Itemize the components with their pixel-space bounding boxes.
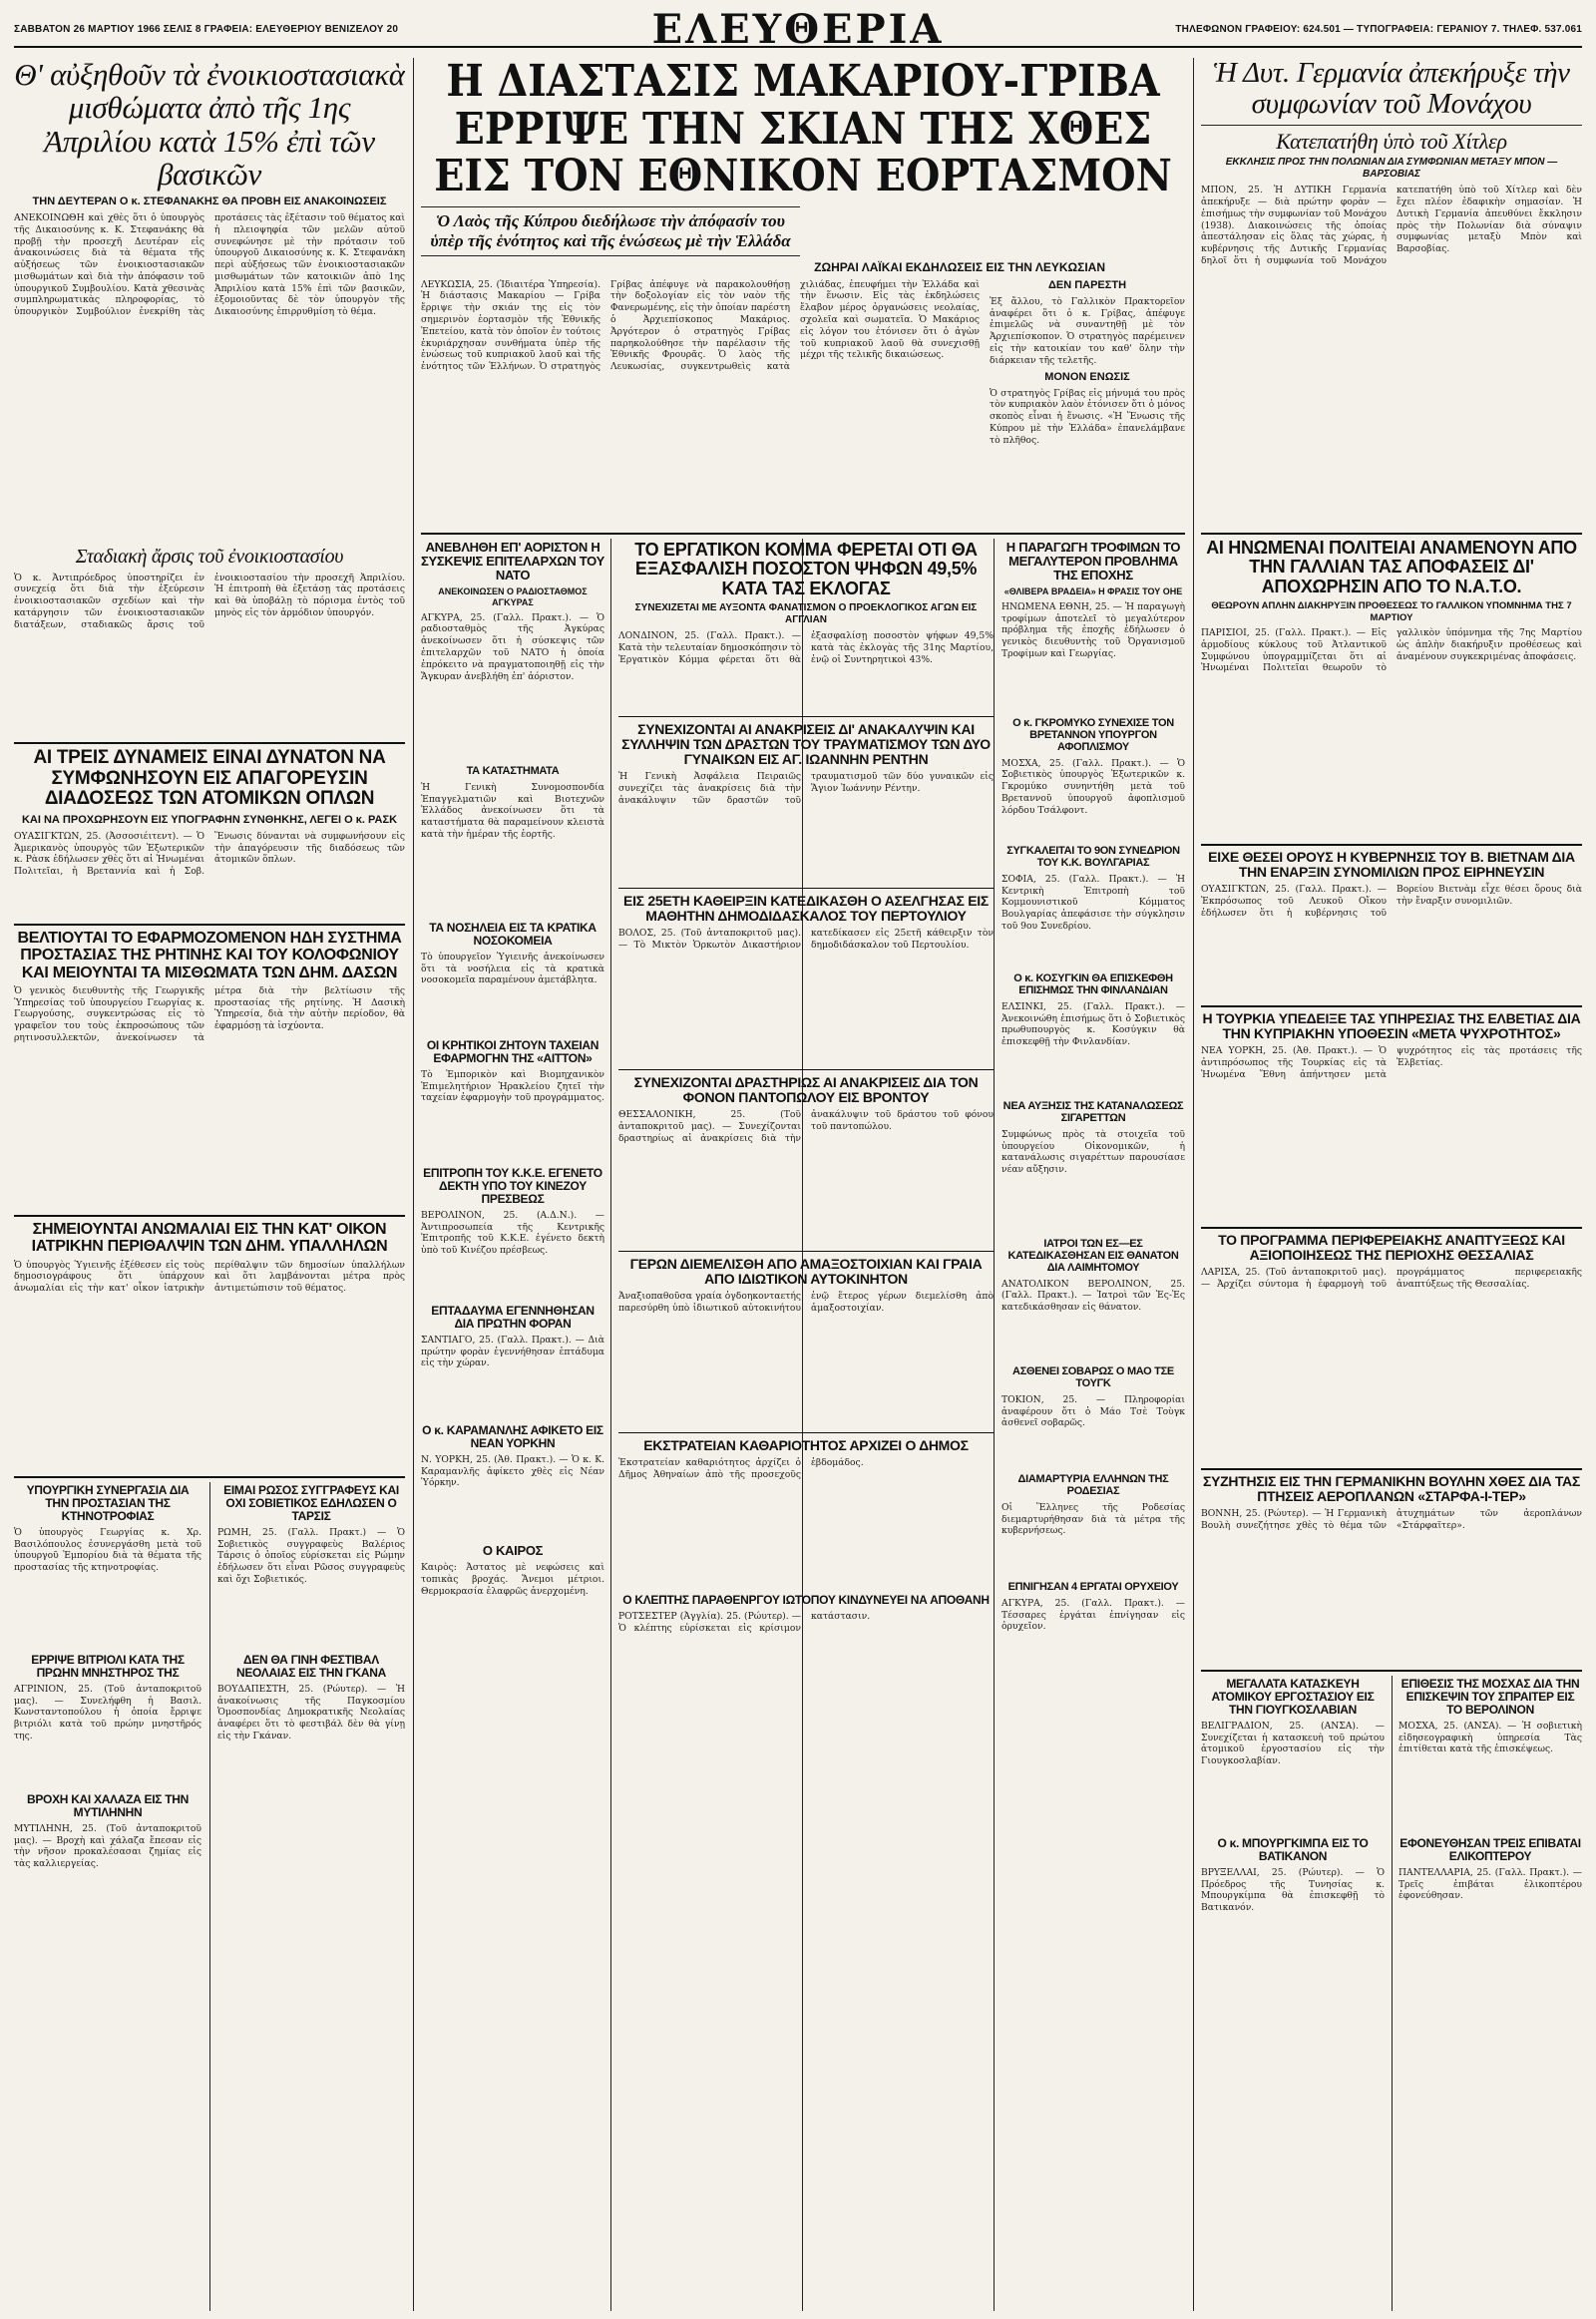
divider: [618, 716, 994, 717]
article-food-production: [1001, 541, 1185, 710]
headline: Η ΤΟΥΡΚΙΑ ΥΠΕΔΕΙΞΕ ΤΑΣ ΥΠΗΡΕΣΙΑΣ ΤΗΣ ΕΛΒΕΤΙΑΣ ΔΙΑ ΤΗΝ ΚΥΠΡΙΑΚΗΝ ΥΠΟΘΕΣΙΝ «ΜΕΤΑ ΨΥΧΡΟΤΗΤΟΣ»: [1202, 1011, 1581, 1042]
column-rule: [994, 539, 995, 2311]
divider: [1201, 1227, 1582, 1229]
divider: [1201, 533, 1582, 535]
article-rhodesia: [1001, 1474, 1185, 1574]
masthead-contact: ΤΗΛΕΦΩΝΟΝ ΓΡΑΦΕΙΟΥ: 624.501 — ΤΥΠΟΓΡΑΦΕΙΑ: ΓΕΡΑΝΙΟΥ 7. ΤΗΛΕΦ. 537.061: [1175, 24, 1582, 35]
article-body: ΕΛΣΙΝΚΙ, 25. (Γαλλ. Πρακτ.). — Ἀνεκοινώθη ἐπισήμως ὅτι ὁ Σοβιετικὸς πρωθυπουργὸς κ. Κοσύγκιν θὰ ἐπισκεφθῇ τὴν Φινλανδίαν.: [1001, 1000, 1185, 1048]
article-livestock: [14, 1484, 201, 1644]
deck: Ὁ Λαὸς τῆς Κύπρου διεδήλωσε τὴν ἀπόφασίν του ὑπὲρ τῆς ἑνότητος καὶ τῆς ἑνώσεως μὲ τὴν Ἑλλάδα: [421, 206, 800, 257]
masthead-title: ΕΛΕΥΘΕΡΙΑ: [651, 6, 945, 53]
headline: ΕΠΙΤΡΟΠΗ ΤΟΥ Κ.Κ.Ε. ΕΓΕΝΕΤΟ ΔΕΚΤΗ ΥΠΟ ΤΟΥ ΚΙΝΕΖΟΥ ΠΡΕΣΒΕΩΣ: [423, 1167, 602, 1206]
article-body: Ἐξ ἄλλου, τὸ Γαλλικὸν Πρακτορεῖον ἀναφέρει ὅτι ὁ κ. Γρίβας, ἀπέφυγε ἐπιμελῶς νὰ συναντηθῇ μὲ τὸν Ἀρχιεπίσκοπον. Ὁ στρατηγὸς παρέμεινεν εἰς τὴν κατοικίαν του καθ' ὅλην τὴν διάρκειαν τῆς τελετῆς.: [990, 295, 1185, 366]
divider: [14, 1215, 405, 1217]
headline: ΣΥΝΕΧΙΖΟΝΤΑΙ ΑΙ ΑΝΑΚΡΙΣΕΙΣ ΔΙ' ΑΝΑΚΑΛΥΨΙΝ ΚΑΙ ΣΥΛΛΗΨΙΝ ΤΩΝ ΔΡΑΣΤΩΝ ΤΟΥ ΤΡΑΥΜΑΤΙΣΜΟΥ ΤΩΝ ΔΥΟ ΓΥΝΑΙΚΩΝ ΕΙΣ ΑΓ. ΙΩΑΝΝΗΝ ΡΕΝΤΗΝ: [621, 722, 991, 768]
column-rule: [413, 58, 414, 2311]
headline: ΣΥΝΕΧΙΖΟΝΤΑΙ ΔΡΑΣΤΗΡΙΩΣ ΑΙ ΑΝΑΚΡΙΣΕΙΣ ΔΙΑ ΤΟΝ ΦΟΝΟΝ ΠΑΝΤΟΠΩΛΟΥ ΕΙΣ ΒΡΟΝΤΟΥ: [633, 1075, 979, 1106]
divider: [14, 1476, 405, 1478]
headline: ΟΙ ΚΡΗΤΙΚΟΙ ΖΗΤΟΥΝ ΤΑΧΕΙΑΝ ΕΦΑΡΜΟΓΗΝ ΤΗΣ «ΑΙΤΤΟΝ»: [426, 1039, 599, 1065]
article-kosygin: [1001, 973, 1185, 1093]
article-body: ΟΥΑΣΙΓΚΤΩΝ, 25. (Ἀσσοσιέιτεντ). — Ὁ Ἀμερικανὸς ὑπουργὸς τῶν Ἐξωτερικῶν κ. Ρὰσκ ἐδήλωσεν χθὲς ὅτι αἱ Ἡνωμέναι Πολιτεῖαι, ἡ Βρεταννία καὶ ἡ Σοβ. Ἕνωσις δύνανται νὰ συμφωνήσουν εἰς τὴν ἀπαγόρευσιν τῆς διαδόσεως τῶν ἀτομικῶν ὅπλων.: [14, 830, 405, 878]
article-mao: [1001, 1366, 1185, 1466]
article-body: Ἀναξιοπαθοῦσα γραία ὀγδοηκονταετής παρεσύρθη ὑπὸ ἰδιωτικοῦ αὐτοκινήτου ἐνῷ ἕτερος γέρων διεμελίσθη ἀπὸ ἁμαξοστοιχίαν.: [618, 1291, 994, 1314]
article-body: Ὁ ὑπουργὸς Γεωργίας κ. Χρ. Βασιλόπουλος ἐσυνεργάσθη μετὰ τοῦ ὑπουργοῦ Ἐμπορίου διὰ τὰ θέματα τῆς προστασίας τῆς κτηνοτροφίας.: [14, 1526, 201, 1574]
article-gromyko: [1001, 718, 1185, 838]
article-body: Τὸ Ἐμπορικὸν καὶ Βιομηχανικὸν Ἐπιμελητήριον Ἡρακλείου ζητεῖ τὴν ταχείαν ἐφαρμογὴν τοῦ προγράμματος.: [421, 1068, 604, 1104]
headline: ΕΠΤΑΔΑΥΜΑ ΕΓΕΝΝΗΘΗΣΑΝ ΔΙΑ ΠΡΩΤΗΝ ΦΟΡΑΝ: [431, 1305, 595, 1331]
article-body: ΘΕΣΣΑΛΟΝΙΚΗ, 25. (Τοῦ ἀνταποκριτοῦ μας). — Συνεχίζονται δραστηρίως αἱ ἀνακρίσεις διὰ τὴν ἀνακάλυψιν τοῦ δράστου τοῦ φόνου τοῦ παντοπώλου.: [618, 1109, 994, 1144]
headline: ΕΙΣ 25ΕΤΗ ΚΑΘΕΙΡΞΙΝ ΚΑΤΕΔΙΚΑΣΘΗ Ο ΑΣΕΛΓΗΣΑΣ ΕΙΣ ΜΑΘΗΤΗΝ ΔΗΜΟΔΙΔΑΣΚΑΛΟΣ ΤΟΥ ΠΕΡΤΟΥΛΙΟΥ: [623, 894, 989, 925]
article-body: ΒΟΝΝΗ, 25. (Ρώυτερ). — Ἡ Γερμανικὴ Βουλὴ συνεζήτησε χθὲς τὸ θέμα τῶν ἀτυχημάτων τῶν ἀεροπλάνων «Στάρφαϊτερ».: [1201, 1508, 1582, 1531]
divider: [618, 1251, 994, 1252]
headline: ΕΙΜΑΙ ΡΩΣΟΣ ΣΥΓΓΡΑΦΕΥΣ ΚΑΙ ΟΧΙ ΣΟΒΙΕΤΙΚΟΣ ΕΔΗΛΩΣΕΝ Ο ΤΑΡΣΙΣ: [223, 1484, 399, 1523]
headline: Ο κ. ΚΟΣΥΓΚΙΝ ΘΑ ΕΠΙΣΚΕΦΘΗ ΕΠΙΣΗΜΩΣ ΤΗΝ ΦΙΝΛΑΝΔΙΑΝ: [1013, 973, 1173, 996]
article-body: ΝΕΑ ΥΟΡΚΗ, 25. (Ἀθ. Πρακτ.). — Ὁ ἀντιπρόσωπος τῆς Τουρκίας εἰς τὰ Ἡνωμένα Ἔθνη ἀπήντησεν μετὰ ψυχρότητος εἰς τὰς προτάσεις τῆς Ἑλβετίας.: [1201, 1045, 1582, 1080]
article-cigarettes: [1001, 1101, 1185, 1231]
columns: [14, 58, 1582, 2311]
headline: ΕΦΟΝΕΥΘΗΣΑΝ ΤΡΕΙΣ ΕΠΙΒΑΤΑΙ ΕΛΙΚΟΠΤΕΡΟΥ: [1399, 1837, 1581, 1863]
article-moscow-attack: [1398, 1678, 1582, 1827]
article-shops: [421, 766, 604, 916]
article-body: ΜΟΣΧΑ, 25. (Γαλλ. Πρακτ.). — Ὁ Σοβιετικὸς ὑπουργὸς Ἐξωτερικῶν κ. Γκρομύκο συνηντήθη μετὰ τοῦ Βρεταννοῦ ὑπουργοῦ ἀφοπλισμοῦ λόρδου Τσάλφοντ.: [1001, 757, 1185, 816]
article-vitriol: [14, 1654, 201, 1783]
subheadline: ΕΚΚΛΗΣΙΣ ΠΡΟΣ ΤΗΝ ΠΟΛΩΝΙΑΝ ΔΙΑ ΣΥΜΦΩΝΙΑΝ ΜΕΤΑΞΥ ΜΠΟΝ — ΒΑΡΣΟΒΙΑΣ: [1225, 157, 1558, 181]
article-body: Ὁ κ. Ἀντιπρόεδρος ὑποστηρίζει ἐν συνεχείᾳ ὅτι διὰ τὴν ἐξεύρεσιν ἐνοικιοστασιακῶν σχεδίων καὶ τὴν κατάργησιν τῶν ἐνοικιοστασιακῶν διατάξεων, σταδιακῶς ἄρσις τοῦ ἐνοικιοστασίου τὴν προσεχῆ Ἀπριλίου. Ἡ ἐπιτροπὴ θὰ ἐξετάσῃ τὰς προτάσεις καὶ θὰ ὑποβάλῃ τὸ πόρισμα ἐντὸς τοῦ μηνὸς εἰς τὸν ἁρμόδιον ὑπουργόν.: [14, 572, 405, 630]
divider: [1201, 1005, 1582, 1007]
headline: Θ' αὐξηθοῦν τὰ ἐνοικιοστασιακὰ μισθώματα ἀπὸ τῆς 1ης Ἀπριλίου κατὰ 15% ἐπὶ τῶν βασικῶν: [14, 58, 405, 193]
article-body: ΒΟΛΟΣ, 25. (Τοῦ ἀνταποκριτοῦ μας). — Τὸ Μικτὸν Ὁρκωτὸν Δικαστήριον κατεδίκασεν εἰς 25ετῆ κάθειρξιν τὸν δημοδιδάσκαλον τοῦ Περτουλίου.: [618, 928, 994, 951]
divider: [1201, 1468, 1582, 1470]
article-rent-increase: [14, 58, 405, 477]
article-body: ΜΟΣΧΑ, 25. (ΑΝΣΑ). — Ἡ σοβιετικὴ εἰδησεογραφικὴ ὑπηρεσία Τὰς ἐπιτίθεται κατὰ τῆς ἐπισκέψεως.: [1398, 1720, 1582, 1755]
subheadline: ΖΩΗΡΑΙ ΛΑΪΚΑΙ ΕΚΔΗΛΩΣΕΙΣ ΕΙΣ ΤΗΝ ΛΕΥΚΩΣΙΑΝ: [814, 260, 1105, 275]
article-body: ΑΝΕΚΟΙΝΩΘΗ καὶ χθὲς ὅτι ὁ ὑπουργὸς τῆς Δικαιοσύνης κ. Κ. Στεφανάκης θὰ προβῇ τὴν προσεχῆ Δευτέραν εἰς ἀνακοινώσεις διὰ τὰ θέματα τῆς αὐξήσεως τῶν ἐνοικιοστασιακῶν μισθωμάτων καὶ διὰ τὴν ἀπόφασιν τοῦ ὑπουργικοῦ Συμβουλίου. Κατὰ χθεσινὰς συμπληρωματικὰς πληροφορίας, τὸ ὑπουργικὸν Συμβούλιον ἐνεκρίθη τὰς προτάσεις τὰς ἐξέτασιν τοῦ θέματος καὶ ἡ πλειοψηφία τῶν μελῶν αὐτοῦ συνεφώνησε μὲ τὴν πρότασιν τοῦ ὑπουργοῦ Δικαιοσύνης κ. Κ. Στεφανάκη περὶ αὐξήσεως τῶν ἐνοικιοστασιακῶν μισθωμάτων τῶν κατοικιῶν ἀπὸ 1ης Ἀπριλίου κατὰ 15% ἐπὶ τῶν βασικῶν, ἐξομοιοῦντας δὲ τὸν ὑπουργὸν τῆς Δικαιοσύνης ἐπιρρυθμίση τὸ θέμα.: [14, 212, 405, 318]
subheadline: ΚΑΙ ΝΑ ΠΡΟΧΩΡΗΣΟΥΝ ΕΙΣ ΥΠΟΓΡΑΦΗΝ ΣΥΝΘΗΚΗΣ, ΛΕΓΕΙ Ο κ. ΡΑΣΚ: [21, 813, 398, 826]
headline: ΕΚΣΤΡΑΤΕΙΑΝ ΚΑΘΑΡΙΟΤΗΤΟΣ ΑΡΧΙΖΕΙ Ο ΔΗΜΟΣ: [643, 1438, 969, 1453]
center-column: [421, 58, 1185, 2311]
article-body: Ὁ ὑπουργὸς Ὑγιεινῆς ἐξέθεσεν εἰς τοὺς δημοσιογράφους ὅτι ὑπάρχουν ἀνωμαλίαι εἰς τὴν κατ' οἶκον ἰατρικὴν περίθαλψιν τῶν δημοσίων ὑπαλλήλων καὶ ὅτι λαμβάνονται μέτρα πρὸς ἀντιμετώπισιν τοῦ θέματος.: [14, 1259, 405, 1295]
headline: Η ΠΑΡΑΓΩΓΗ ΤΡΟΦΙΜΩΝ ΤΟ ΜΕΓΑΛΥΤΕΡΟΝ ΠΡΟΒΛΗΜΑ ΤΗΣ ΕΠΟΧΗΣ: [1005, 541, 1181, 583]
headline: Ο κ. ΓΚΡΟΜΥΚΟ ΣΥΝΕΧΙΣΕ ΤΟΝ ΒΡΕΤΑΝΝΟΝ ΥΠΟΥΡΓΟΝ ΑΦΟΠΛΙΣΜΟΥ: [1012, 718, 1174, 753]
headline: Ο κ. ΚΑΡΑΜΑΝΛΗΣ ΑΦΙΚΕΤΟ ΕΙΣ ΝΕΑΝ ΥΟΡΚΗΝ: [422, 1424, 603, 1450]
article-yugoslav-atomic: [1201, 1678, 1385, 1827]
headline: ΑΙ ΤΡΕΙΣ ΔΥΝΑΜΕΙΣ ΕΙΝΑΙ ΔΥΝΑΤΟΝ ΝΑ ΣΥΜΦΩΝΗΣΟΥΝ ΕΙΣ ΑΠΑΓΟΡΕΥΣΙΝ ΔΙΑΔΟΣΕΩΣ ΤΩΝ ΑΤΟΜΙΚΩΝ ΟΠΛΩΝ: [33, 748, 386, 810]
subheadline: ΤΗΝ ΔΕΥΤΕΡΑΝ Ο κ. ΣΤΕΦΑΝΑΚΗΣ ΘΑ ΠΡΟΒΗ ΕΙΣ ΑΝΑΚΟΙΝΩΣΕΙΣ: [32, 194, 387, 207]
headline: ΝΕΑ ΑΥΞΗΣΙΣ ΤΗΣ ΚΑΤΑΝΑΛΩΣΕΩΣ ΣΙΓΑΡΕΤΤΩΝ: [1002, 1101, 1184, 1124]
article-us-france-nato: [1201, 539, 1582, 838]
article-old-man-train: [618, 1257, 994, 1426]
masthead: [14, 6, 1582, 53]
subheadline: ΘΕΩΡΟΥΝ ΑΠΛΗΝ ΔΙΑΚΗΡΥΞΙΝ ΠΡΟΘΕΣΕΩΣ ΤΟ ΓΑΛΛΙΚΟΝ ΥΠΟΜΝΗΜΑ ΤΗΣ 7 ΜΑΡΤΙΟΥ: [1211, 600, 1572, 623]
headline: ΑΣΘΕΝΕΙ ΣΟΒΑΡΩΣ Ο ΜΑΟ ΤΣΕ ΤΟΥΓΚ: [1012, 1366, 1174, 1389]
headline: ΙΑΤΡΟΙ ΤΩΝ ΕΣ—ΕΣ ΚΑΤΕΔΙΚΑΣΘΗΣΑΝ ΕΙΣ ΘΑΝΑΤΟΝ ΔΙΑ ΛΑΙΜΗΤΟΜΟΥ: [1007, 1239, 1179, 1274]
headline: ΕΠΝΙΓΗΣΑΝ 4 ΕΡΓΑΤΑΙ ΟΡΥΧΕΙΟΥ: [1007, 1582, 1179, 1593]
article-body: Ἡ Γενικὴ Ἀσφάλεια Πειραιῶς συνεχίζει τὰς ἀνακρίσεις διὰ τὴν ἀνακάλυψιν τῶν δραστῶν τοῦ τραυματισμοῦ τῶν δύο γυναικῶν εἰς Ἅγιον Ἰωάννην Ρέντην.: [618, 771, 994, 806]
divider: [618, 1069, 994, 1070]
headline: Ο ΚΛΕΠΤΗΣ ΠΑΡΑΘΕΝΡΓΟΥ ΙΩΤΟΠΟΥ ΚΙΝΔΥΝΕΥΕΙ ΝΑ ΑΠΟΘΑΝΗ: [622, 1594, 990, 1607]
article-body: ΑΓΚΥΡΑ, 25. (Γαλλ. Πρακτ.). — Τέσσαρες ἐργάται ἐπνίγησαν εἰς ὀρυχεῖον.: [1001, 1597, 1185, 1633]
article-body: ΡΟΤΣΕΣΤΕΡ (Ἀγγλία). 25. (Ρώυτερ). — Ὁ κλέπτης εὑρίσκεται εἰς κρίσιμον κατάστασιν.: [618, 1610, 871, 1634]
masthead-dateline: ΣΑΒΒΑΤΟΝ 26 ΜΑΡΤΙΟΥ 1966 ΣΕΛΙΣ 8 ΓΡΑΦΕΙΑ: ΕΛΕΥΘΕΡΙΟΥ ΒΕΝΙΖΕΛΟΥ 20: [14, 24, 399, 35]
article-labour-party: [618, 541, 994, 710]
article-body: ΤΟΚΙΟΝ, 25. — Πληροφορίαι ἀναφέρουν ὅτι ὁ Μάο Τσὲ Τοὺγκ ἀσθενεῖ σοβαρῶς.: [1001, 1393, 1185, 1429]
headline-line-1: Η ΔΙΑΣΤΑΣΙΣ ΜΑΚΑΡΙΟΥ-ΓΡΙΒΑ: [446, 58, 1160, 107]
subheadline: Κατεπατήθη ὑπὸ τοῦ Χίτλερ: [1276, 128, 1507, 154]
article-thessaly: [1201, 1233, 1582, 1462]
article-body: ΣΑΝΤΙΑΓΟ, 25. (Γαλλ. Πρακτ.). — Διὰ πρώτην φορὰν ἐγεννήθησαν ἑπτάδυμα εἰς τὴν χώραν.: [421, 1334, 604, 1369]
article-bourguiba: [1201, 1837, 1385, 1987]
article-body: ΛΑΡΙΣΑ, 25. (Τοῦ ἀνταποκριτοῦ μας). — Ἀρχίζει σύντομα ἡ ἐφαρμογὴ τοῦ προγράμματος περιφερειακῆς ἀναπτύξεως τῆς Θεσσαλίας.: [1201, 1267, 1582, 1290]
article-bulgaria-congress: [1001, 846, 1185, 966]
headline-line-3: ΕΙΣ ΤΟΝ ΕΘΝΙΚΟΝ ΕΟΡΤΑΣΜΟΝ: [434, 151, 1172, 202]
article-body: Ν. ΥΟΡΚΗ, 25. (Ἀθ. Πρακτ.). — Ὁ κ. Κ. Καραμανλῆς ἀφίκετο χθὲς εἰς Νέαν Ὑόρκην.: [421, 1453, 604, 1489]
article-starfighter: [1201, 1474, 1582, 1664]
headline: ΥΠΟΥΡΓΙΚΗ ΣΥΝΕΡΓΑΣΙΑ ΔΙΑ ΤΗΝ ΠΡΟΣΤΑΣΙΑΝ ΤΗΣ ΚΤΗΝΟΤΡΟΦΙΑΣ: [26, 1484, 190, 1523]
column-rule: [610, 539, 611, 2311]
article-pertouli-teacher: [618, 894, 994, 1063]
article-body: ΗΝΩΜΕΝΑ ΕΘΝΗ, 25. — Ἡ παραγωγὴ τροφίμων ἀποτελεῖ τὸ μεγαλύτερον πρόβλημα τῆς ἐποχῆς ἐδήλωσεν ὁ γενικὸς διευθυντὴς τοῦ Ὀργανισμοῦ Τροφίμων καὶ Γεωργίας.: [1001, 600, 1185, 659]
headline: Ο ΚΑΙΡΟΣ: [482, 1544, 544, 1558]
article-helicopter: [1398, 1837, 1582, 1987]
article-atomic-weapons: [14, 748, 405, 918]
divider: [1201, 1670, 1582, 1672]
article-body: ΒΕΛΙΓΡΑΔΙΟΝ, 25. (ΑΝΣΑ). — Συνεχίζεται ἡ κατασκευὴ τοῦ πρώτου ἀτομικοῦ ἐργοστασίου εἰς τὴν Γιουγκοσλαβίαν.: [1201, 1720, 1385, 1767]
headline: ΤΑ ΚΑΤΑΣΤΗΜΑΤΑ: [466, 766, 560, 777]
article-body: ΒΡΥΞΕΛΛΑΙ, 25. (Ρώυτερ). — Ὁ Πρόεδρος τῆς Τυνησίας κ. Μπουργκίμπα θὰ ἐπισκεφθῇ τὸ Βατικανόν.: [1201, 1866, 1385, 1914]
article-hail: [14, 1793, 201, 1923]
article-body: Τὸ ὑπουργεῖον Ὑγιεινῆς ἀνεκοίνωσεν ὅτι τὰ νοσήλεια εἰς τὰ κρατικὰ νοσοκομεῖα παραμένουν ἀμετάβλητα.: [421, 951, 604, 986]
article-body: Ὁ γενικὸς διευθυντὴς τῆς Γεωργικῆς Ὑπηρεσίας τοῦ ὑπουργείου Γεωργίας κ. Γεωργούσης, συγκεντρώσας εἰς τὸ γραφεῖον του τοὺς ἐκπροσώπους τῶν ρητινοσυλλεκτῶν, ἀνεκοίνωσεν τὰ μέτρα διὰ τὴν βελτίωσιν τῆς προστασίας τῆς ρητίνης. Ἡ Δασικὴ Ὑπηρεσία, διὰ τὴν αὐτὴν περίοδον, θὰ ἐφαρμόσῃ τὰ ἰσχύοντα.: [14, 984, 405, 1043]
article-body: Οἱ Ἕλληνες τῆς Ροδεσίας διεμαρτυρήθησαν διὰ τὰ μέτρα τῆς κυβερνήσεως.: [1001, 1501, 1185, 1537]
article-body: ΒΕΡΟΛΙΝΟΝ, 25. (Α.Δ.Ν.). — Ἀντιπροσωπεία τῆς Κεντρικῆς Ἐπιτροπῆς τοῦ Κ.Κ.Ε. ἐγένετο δεκτὴ ὑπὸ τοῦ Κινέζου πρέσβεως.: [421, 1209, 604, 1257]
article-body: Ἐκστρατείαν καθαριότητος ἀρχίζει ὁ Δῆμος Ἀθηναίων ἀπὸ τῆς προσεχοῦς ἑβδομάδος.: [618, 1457, 864, 1480]
headline: ΕΠΙΘΕΣΙΣ ΤΗΣ ΜΟΣΧΑΣ ΔΙΑ ΤΗΝ ΕΠΙΣΚΕΨΙΝ ΤΟΥ ΣΠΡΑΙΤΕΡ ΕΙΣ ΤΟ ΒΕΡΟΛΙΝΟΝ: [1400, 1678, 1580, 1717]
headline: ΤΑ ΝΟΣΗΛΕΙΑ ΕΙΣ ΤΑ ΚΡΑΤΙΚΑ ΝΟΣΟΚΟΜΕΙΑ: [429, 922, 597, 948]
article-medical-care: [14, 1221, 405, 1470]
article-rendi-investigation: [618, 722, 994, 882]
headline-line-2: ΕΡΡΙΨΕ ΤΗΝ ΣΚΙΑΝ ΤΗΣ ΧΘΕΣ: [454, 103, 1152, 155]
article-septuplets: [421, 1305, 604, 1414]
headline: ΤΟ ΕΡΓΑΤΙΚΟΝ ΚΟΜΜΑ ΦΕΡΕΤΑΙ ΟΤΙ ΘΑ ΕΞΑΣΦΑΛΙΣΗ ΠΟΣΟΣΤΟΝ ΨΗΦΩΝ 49,5% ΚΑΤΑ ΤΑΣ ΕΚΛΟΓΑΣ: [634, 541, 978, 598]
headline: ΑΙ ΗΝΩΜΕΝΑΙ ΠΟΛΙΤΕΙΑΙ ΑΝΑΜΕΝΟΥΝ ΑΠΟ ΤΗΝ ΓΑΛΛΙΑΝ ΤΑΣ ΑΠΟΦΑΣΕΙΣ ΔΙ' ΑΠΟΧΩΡΗΣΙΝ ΑΠΟ ΤΟ Ν.Α.Τ.Ο.: [1206, 539, 1577, 596]
headline: ΣΥΓΚΑΛΕΙΤΑΙ ΤΟ 9ΟΝ ΣΥΝΕΔΡΙΟΝ ΤΟΥ Κ.Κ. ΒΟΥΛΓΑΡΙΑΣ: [1006, 846, 1180, 869]
article-rent-lifting: [14, 547, 405, 736]
article-body: ΡΩΜΗ, 25. (Γαλλ. Πρακτ.) — Ὁ Σοβιετικὸς συγγραφεὺς Βαλέριος Τάρσις ὁ ὁποῖος εὑρίσκεται εἰς Ρώμην ἐδήλωσεν ὅτι εἶναι Ρῶσος συγγραφεὺς καὶ ὄχι Σοβιετικός.: [217, 1526, 405, 1585]
column-rule: [209, 1482, 210, 2311]
article-weather: [421, 1544, 604, 1654]
headline: ΕΡΡΙΨΕ ΒΙΤΡΙΟΛΙ ΚΑΤΑ ΤΗΣ ΠΡΩΗΝ ΜΝΗΣΤΗΡΟΣ ΤΗΣ: [31, 1654, 185, 1680]
divider: [1201, 125, 1582, 126]
article-body: Ἡ Γενικὴ Συνομοσπονδία Ἐπαγγελματιῶν καὶ Βιοτεχνῶν Ἑλλάδος ἀνεκοίνωσεν ὅτι τὰ καταστήματα θὰ παραμείνουν κλειστὰ κατὰ τὴν ἡμέραν τῆς ἑορτῆς.: [421, 781, 604, 840]
divider: [618, 1432, 994, 1433]
article-body: ΛΕΥΚΩΣΙΑ, 25. (Ἰδιαιτέρα Ὑπηρεσία). Ἡ διάστασις Μακαρίου — Γρίβα ἔρριψε τὴν σκιάν της εἰς τὸν σημερινὸν ἑορτασμὸν τῆς Ἐθνικῆς Ἐπετείου, κατὰ τὸν ὁποῖον ἐν τούτοις ἐκυριάρχησαν συνθήματα ὑπὲρ τῆς ἑνώσεως τοῦ κυπριακοῦ λαοῦ καὶ τῆς ἑνότητος τῶν Ἑλλήνων. Ὁ στρατηγὸς Γρίβας ἀπέφυγε νὰ παρακολουθήσῃ τὴν δοξολογίαν εἰς τὸν ναὸν τῆς Φανερωμένης, εἰς τὴν ὁποίαν παρέστη ὁ Ἀρχιεπίσκοπος Μακάριος. Ἀργότερον ὁ στρατηγὸς Γρίβας παρηκολούθησε τὴν παρέλασιν τῆς Ἐθνικῆς Φρουρᾶς. Ὁ λαὸς τῆς Λευκωσίας, συγκεντρωθεὶς κατὰ χιλιάδας, ἐπευφήμει τὴν Ἑλλάδα καὶ τὴν ἕνωσιν. Εἰς τὰς ἐκδηλώσεις ἔλαβον μέρος ὀργανώσεις νεολαίας, σχολεῖα καὶ σωματεῖα. Ὁ Μακάριος εἰς λόγον του ἐτόνισεν ὅτι ὁ ἀγὼν τοῦ κυπριακοῦ λαοῦ θὰ συνεχισθῇ μέχρι τῆς τελικῆς δικαιώσεως.: [421, 278, 980, 373]
article-body: Ὁ στρατηγὸς Γρίβας εἰς μήνυμά του πρὸς τὸν κυπριακὸν λαὸν ἐτόνισεν ὅτι ὁ μόνος σκοπὸς εἶναι ἡ ἕνωσις. «Ἡ Ἕνωσις τῆς Κύπρου μὲ τὴν Ἑλλάδα» ἐπανελάμβανε τὸ πλῆθος.: [990, 387, 1185, 446]
article-body: ΑΝΑΤΟΛΙΚΟΝ ΒΕΡΟΛΙΝΟΝ, 25. (Γαλλ. Πρακτ.). — Ἰατροὶ τῶν Ἐς-Ἐς κατεδικάσθησαν εἰς θάνατον.: [1001, 1278, 1185, 1314]
left-column: [14, 58, 405, 2311]
headline: ΒΡΟΧΗ ΚΑΙ ΧΑΛΑΖΑ ΕΙΣ ΤΗΝ ΜΥΤΙΛΗΝΗΝ: [26, 1793, 189, 1819]
article-miners: [1001, 1582, 1185, 1682]
article-nato-meeting: [421, 541, 604, 760]
article-body: ΠΑΝΤΕΛΛΑΡΙΑ, 25. (Γαλλ. Πρακτ.). — Τρεῖς ἐπιβάται ἑλικοπτέρου ἐφονεύθησαν.: [1398, 1866, 1582, 1902]
article-body: ΑΓΚΥΡΑ, 25. (Γαλλ. Πρακτ.). — Ὁ ραδιοσταθμὸς τῆς Ἀγκύρας ἀνεκοίνωσεν ὅτι ἡ σύσκεψις τῶν ἐπιτελαρχῶν τοῦ ΝΑΤΟ ἡ ὁποία ἐπρόκειτο νὰ πραγματοποιηθῇ εἰς τὴν Ἄγκυραν ἀνεβλήθη ἐπ' ἀόριστον.: [421, 611, 604, 682]
article-cleaning-campaign: [618, 1438, 994, 1588]
article-body: ΑΓΡΙΝΙΟΝ, 25. (Τοῦ ἀνταποκριτοῦ μας). — Συνελήφθη ἡ Βασιλ. Κωνσταντοπούλου ἡ ὁποία ἔρριψε βιτριόλι κατὰ τοῦ πρώην μνηστῆρός της.: [14, 1683, 201, 1741]
subheadline: ΔΕΝ ΠΑΡΕΣΤΗ: [1047, 278, 1127, 291]
subheadline: «ΘΛΙΒΕΡΑ ΒΡΑΔΕΙΑ» Η ΦΡΑΣΙΣ ΤΟΥ ΟΗΕ: [1003, 586, 1183, 597]
headline: ΣΥΖΗΤΗΣΙΣ ΕΙΣ ΤΗΝ ΓΕΡΜΑΝΙΚΗΝ ΒΟΥΛΗΝ ΧΘΕΣ ΔΙΑ ΤΑΣ ΠΤΗΣΕΙΣ ΑΕΡΟΠΛΑΝΩΝ «ΣΤΑΡΦΑ-Ι-ΤΕΡ»: [1203, 1474, 1580, 1505]
column-rule: [1193, 58, 1194, 2311]
article-body: ΣΟΦΙΑ, 25. (Γαλλ. Πρακτ.). — Ἡ Κεντρικὴ Ἐπιτροπὴ τοῦ Κομμουνιστικοῦ Κόμματος Βουλγαρίας ἀπεφάσισε τὴν σύγκλησιν τοῦ 9ου Συνεδρίου.: [1001, 873, 1185, 932]
article-body: ΛΟΝΔΙΝΟΝ, 25. (Γαλλ. Πρακτ.). — Κατὰ τὴν τελευταίαν δημοσκόπησιν τὸ Ἐργατικὸν Κόμμα φέρεται ὅτι θὰ ἐξασφαλίσῃ ποσοστὸν ψήφων 49,5% κατὰ τὰς ἐκλογὰς τῆς 31ης Μαρτίου, ἐνῷ οἱ Συντηρητικοὶ 43%.: [618, 630, 994, 665]
article-body: ΟΥΑΣΙΓΚΤΩΝ, 25. (Γαλλ. Πρακτ.). — Ἐκπρόσωπος τοῦ Λευκοῦ Οἴκου ἐδήλωσεν ὅτι ἡ κυβέρνησις τοῦ Βορείου Βιετνὰμ εἶχε θέσει ὅρους διὰ τὴν ἔναρξιν συνομιλιῶν.: [1201, 884, 1582, 919]
article-vrontou-murder: [618, 1075, 994, 1245]
divider: [14, 742, 405, 744]
article-body: ΒΟΥΔΑΠΕΣΤΗ, 25. (Ρώυτερ). — Ἡ ἀνακοίνωσις τῆς Παγκοσμίου Ὁμοσπονδίας Δημοκρατικῆς Νεολαίας ἀναφέρει ὅτι τὸ φεστιβάλ δὲν θὰ γίνῃ εἰς τὴν Γκάναν.: [217, 1683, 405, 1741]
article-body: ΠΑΡΙΣΙΟΙ, 25. (Γαλλ. Πρακτ.). — Εἰς ἁρμοδίους κύκλους τοῦ Ἀτλαντικοῦ Συμφώνου ὑπογραμμίζεται ὅτι αἱ Ἡνωμέναι Πολιτεῖαι θεωροῦν τὸ γαλλικὸν ὑπόμνημα τῆς 7ης Μαρτίου ὡς ἁπλὴν διακήρυξιν προθέσεως καὶ ἀναμένουν συγκεκριμένας ἀποφάσεις.: [1201, 627, 1582, 674]
article-kke: [421, 1167, 604, 1297]
article-resin: [14, 930, 405, 1209]
headline: ΤΟ ΠΡΟΓΡΑΜΜΑ ΠΕΡΙΦΕΡΕΙΑΚΗΣ ΑΝΑΠΤΥΞΕΩΣ ΚΑΙ ΑΞΙΟΠΟΙΗΣΕΩΣ ΤΗΣ ΠΕΡΙΟΧΗΣ ΘΕΣΣΑΛΙΑΣ: [1218, 1233, 1565, 1264]
subheadline: ΑΝΕΚΟΙΝΩΣΕΝ Ο ΡΑΔΙΟΣΤΑΘΜΟΣ ΑΓΚΥΡΑΣ: [438, 586, 588, 607]
headline: ΒΕΛΤΙΟΥΤΑΙ ΤΟ ΕΦΑΡΜΟΖΟΜΕΝΟΝ ΗΔΗ ΣΥΣΤΗΜΑ ΠΡΟΣΤΑΣΙΑΣ ΤΗΣ ΡΗΤΙΝΗΣ ΚΑΙ ΤΟΥ ΚΟΛΟΦΩΝΙΟΥ ΚΑΙ ΜΕΙΟΥΝΤΑΙ ΤΑ ΜΙΣΘΩΜΑΤΑ ΤΩΝ ΔΗΜ. ΔΑΣΩΝ: [17, 930, 402, 981]
article-karamanlis: [421, 1424, 604, 1534]
right-column: [1201, 58, 1582, 2311]
divider: [1201, 844, 1582, 846]
article-body: ΜΠΟΝ, 25. Ἡ ΔΥΤΙΚΗ Γερμανία ἀπεκήρυξε — διὰ πρώτην φορὰν — ἐπισήμως τὴν συμφωνίαν τοῦ Μονάχου (1938). Διακοινώσεις τῆς ὁποίας ἀπεστάλησαν εἰς ὅλας τὰς χώρας, ἡ κυβέρνησις τῆς Δυτικῆς Γερμανίας δηλοῖ ὅτι ἡ συμφωνία τοῦ Μονάχου κατεπατήθη ὑπὸ τοῦ Χίτλερ καὶ δὲν ἔχει πλέον ἐδαφικὴν σημασίαν. Ἡ Δυτικὴ Γερμανία ἀπευθύνει ἔκκλησιν πρὸς τὴν Πολωνίαν διὰ σύναψιν συμφωνίας μεταξὺ Μπὸν καὶ Βαρσοβίας.: [1201, 185, 1582, 266]
divider: [618, 888, 994, 889]
article-tarsis: [217, 1484, 405, 1644]
headline: ΔΕΝ ΘΑ ΓΙΝΗ ΦΕΣΤΙΒΑΛ ΝΕΟΛΑΙΑΣ ΕΙΣ ΤΗΝ ΓΚΑΝΑ: [235, 1654, 387, 1680]
headline: ΓΕΡΩΝ ΔΙΕΜΕΛΙΣΘΗ ΑΠΟ ΑΜΑΞΟΣΤΟΙΧΙΑΝ ΚΑΙ ΓΡΑΙΑ ΑΠΟ ΙΔΙΩΤΙΚΟΝ ΑΥΤΟΚΙΝΗΤΟΝ: [629, 1257, 983, 1288]
headline: Ο κ. ΜΠΟΥΡΓΚΙΜΠΑ ΕΙΣ ΤΟ ΒΑΤΙΚΑΝΟΝ: [1217, 1837, 1369, 1863]
headline: ΜΕΓΑΛΑΤΑ ΚΑΤΑΣΚΕΥΗ ΑΤΟΜΙΚΟΥ ΕΡΓΟΣΤΑΣΙΟΥ ΕΙΣ ΤΗΝ ΓΙΟΥΓΚΟΣΛΑΒΙΑΝ: [1211, 1678, 1375, 1717]
article-cretans: [421, 1039, 604, 1159]
headline: Σταδιακὴ ἄρσις τοῦ ἐνοικιοστασίου: [75, 547, 344, 568]
column-rule: [1392, 1676, 1393, 2311]
article-turkey-switzerland: [1201, 1011, 1582, 1221]
subheadline: ΜΟΝΟΝ ΕΝΩΣΙΣ: [1044, 370, 1130, 383]
article-body: Συμφώνως πρὸς τὰ στοιχεῖα τοῦ ὑπουργείου Οἰκονομικῶν, ἡ κατανάλωσις σιγαρέττων παρουσίασε νέαν αὔξησιν.: [1001, 1128, 1185, 1176]
headline: ΕΙΧΕ ΘΕΣΕΙ ΟΡΟΥΣ Η ΚΥΒΕΡΝΗΣΙΣ ΤΟΥ Β. ΒΙΕΤΝΑΜ ΔΙΑ ΤΗΝ ΕΝΑΡΞΙΝ ΣΥΝΟΜΙΛΙΩΝ ΠΡΟΣ ΕΙΡΗΝΕΥΣΙΝ: [1208, 850, 1575, 881]
divider: [421, 533, 1185, 535]
article-hospitals: [421, 922, 604, 1031]
article-north-vietnam: [1201, 850, 1582, 999]
article-body: Καιρὸς: Ἀστατος μὲ νεφώσεις καὶ τοπικὰς βροχάς. Ἄνεμοι μέτριοι. Θερμοκρασία ἐλαφρῶς ἀνερχομένη.: [421, 1562, 604, 1597]
article-ss-doctors: [1001, 1239, 1185, 1358]
article-makarios-grivas: [421, 58, 1185, 527]
article-thief: [618, 1594, 994, 1743]
headline: ΣΗΜΕΙΟΥΝΤΑΙ ΑΝΩΜΑΛΙΑΙ ΕΙΣ ΤΗΝ ΚΑΤ' ΟΙΚΟΝ ΙΑΤΡΙΚΗΝ ΠΕΡΙΘΑΛΨΙΝ ΤΩΝ ΔΗΜ. ΥΠΑΛΛΗΛΩΝ: [31, 1221, 388, 1256]
article-festival: [217, 1654, 405, 1793]
subheadline: ΣΥΝΕΧΙΖΕΤΑΙ ΜΕ ΑΥΞΟΝΤΑ ΦΑΝΑΤΙΣΜΟΝ Ο ΠΡΟΕΚΛΟΓΙΚΟΣ ΑΓΩΝ ΕΙΣ ΑΓΓΛΙΑΝ: [634, 602, 978, 626]
headline: Ἡ Δυτ. Γερμανία ἀπεκήρυξε τὴν συμφωνίαν τοῦ Μονάχου: [1213, 58, 1570, 121]
headline: ΔΙΑΜΑΡΤΥΡΙΑ ΕΛΛΗΝΩΝ ΤΗΣ ΡΟΔΕΣΙΑΣ: [1017, 1474, 1169, 1497]
divider: [14, 924, 405, 926]
article-body: ΜΥΤΙΛΗΝΗ, 25. (Τοῦ ἀνταποκριτοῦ μας). — Βροχὴ καὶ χάλαζα ἔπεσαν εἰς τὴν νῆσον προκαλέσασαι ζημίας εἰς τὰς καλλιεργείας.: [14, 1822, 201, 1870]
article-munich-agreement: [1201, 58, 1582, 527]
headline: ΑΝΕΒΛΗΘΗ ΕΠ' ΑΟΡΙΣΤΟΝ Η ΣΥΣΚΕΨΙΣ ΕΠΙΤΕΛΑΡΧΩΝ ΤΟΥ ΝΑΤΟ: [421, 541, 604, 583]
